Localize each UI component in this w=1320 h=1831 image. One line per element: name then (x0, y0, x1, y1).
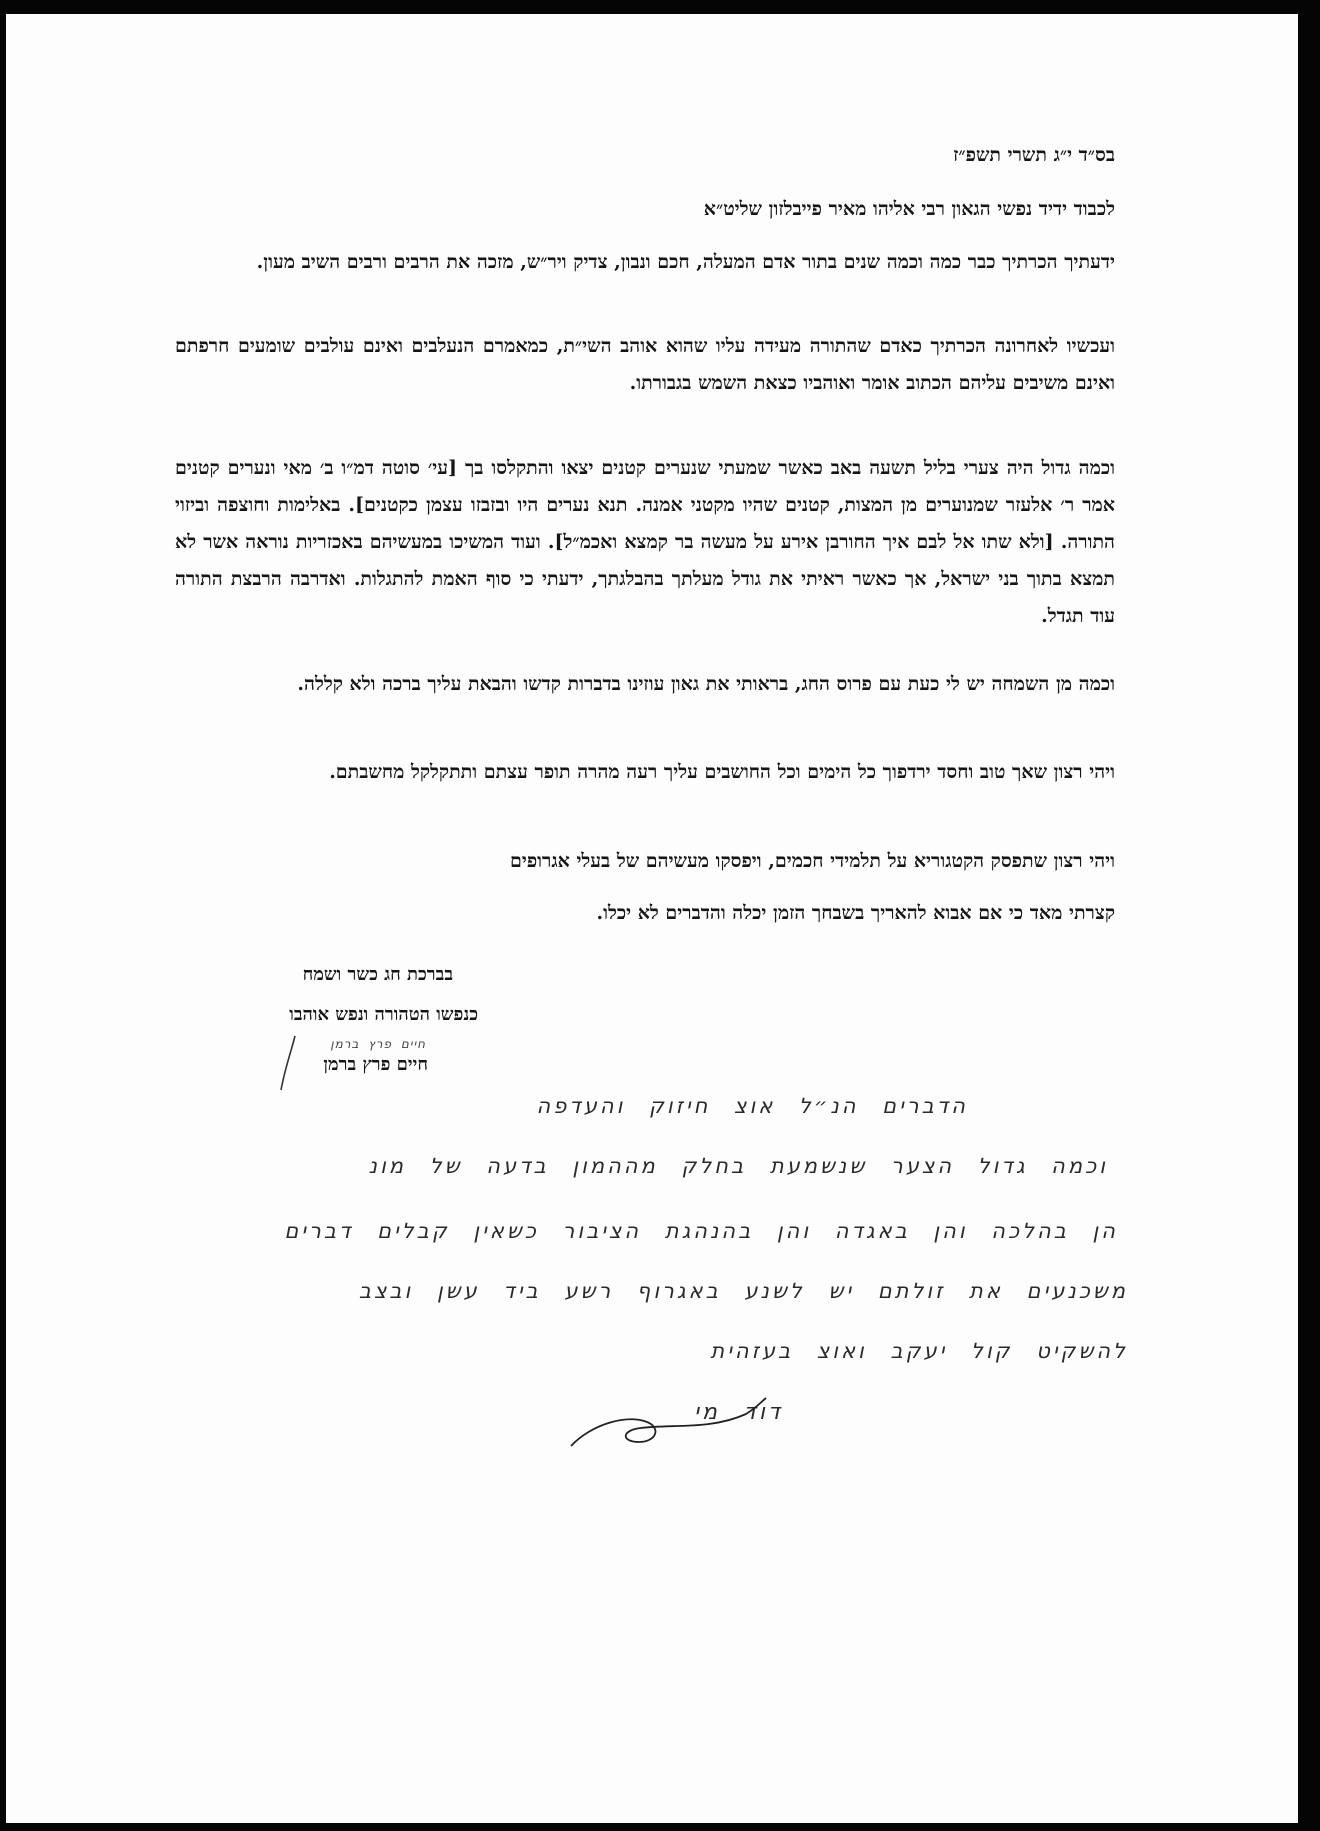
letter-page (6, 14, 1298, 1823)
paragraph-1: ידעתיך הכרתיך כבר כמה וכמה שנים בתור אדם המעלה, חכם ונבון, צדיק ויר״ש, מזכה את הרבים ורבים השיב מעון. (256, 251, 1115, 273)
handwritten-signature-name: דוד מי (694, 1400, 783, 1425)
date-line: בס״ד י״ג תשרי תשפ״ז (953, 144, 1115, 166)
handwritten-signature-flourish (561, 1394, 771, 1454)
closing-blessing: בברכת חג כשר ושמח (302, 964, 453, 985)
handwritten-line-5: להשקיט קול יעקב ואוצ בעזהית (710, 1339, 1128, 1363)
handwritten-line-3: הן בהלכה והן באגדה והן בהנהגת הציבור כשאין קבלים דברים (284, 1219, 1118, 1243)
typed-signature: חיים פרץ ברמן (323, 1054, 428, 1075)
handwritten-line-2: וכמה גדול הצער שנשמעת בחלק מההמון בדעה של מונ (368, 1154, 1108, 1178)
salutation: לכבוד ידיד נפשי הגאון רבי אליהו מאיר פייבלזון שליט״א (703, 198, 1115, 220)
paragraph-5: ויהי רצון שאך טוב וחסד ירדפוך כל הימים וכל החושבים עליך רעה מהרה תופר עצתם ותתקלקל מחשבתם. (329, 761, 1115, 783)
paragraph-4: וכמה מן השמחה יש לי כעת עם פרוס החג, בראותי את גאון עוזינו בדברות קדשו והבאת עליך ברכה ולא קללה. (297, 673, 1115, 695)
signature-mark (271, 1034, 301, 1094)
paragraph-2: ועכשיו לאחרונה הכרתיך כאדם שהתורה מעידה עליו שהוא אוהב השי״ת, כמאמרם הנעלבים ואינם עולבים שומעים חרפתם ואינם משיבים עליהם הכתוב אומר ואוהביו כצאת השמש בגבורתו. (175, 335, 1115, 394)
brief-line: קצרתי מאד כי אם אבוא להאריך בשבחך הזמן יכלה והדברים לא יכלו. (596, 902, 1115, 924)
closing-phrase: כנפשו הטהורה ונפש אוהבו (289, 1004, 478, 1025)
handwritten-line-4: משכנעים את זולתם יש לשנע באגרוף רשע ביד עשן ובצב (358, 1279, 1128, 1303)
paragraph-3: וכמה גדול היה צערי בליל תשעה באב כאשר שמעתי שנערים קטנים יצאו והתקלסו בך [עי׳ סוטה דמ״ו ב׳ מאי ונערים קטנים אמר ר׳ אלעזר שמנוערים מן המצות, קטנים שהיו מקטני אמנה. תנא נערים היו ובזבזו עצמן כקטנים]. באלימות וחוצפה וביזוי התורה. [ולא שתו אל לבם איך החורבן אירע על מעשה בר קמצא ואכמ״ל]. ועוד המשיכו במעשיהם באכזריות נוראה אשר לא תמצא בתוך בני ישראל, אך כאשר ראיתי את גודל מעלתך בהבלגתך, ידעתי כי סוף האמת להתגלות. ואדרבה הרבצת התורה עוד תגדל. (175, 457, 1115, 627)
handwritten-signature-small: חיים פרץ ברמן (330, 1037, 426, 1051)
wish-line: ויהי רצון שתפסק הקטגוריא על תלמידי חכמים, ויפסקו מעשיהם של בעלי אגרופים (509, 850, 1115, 872)
handwritten-line-1: הדברים הנ״ל אוצ חיזוק והעדפה (536, 1094, 968, 1118)
